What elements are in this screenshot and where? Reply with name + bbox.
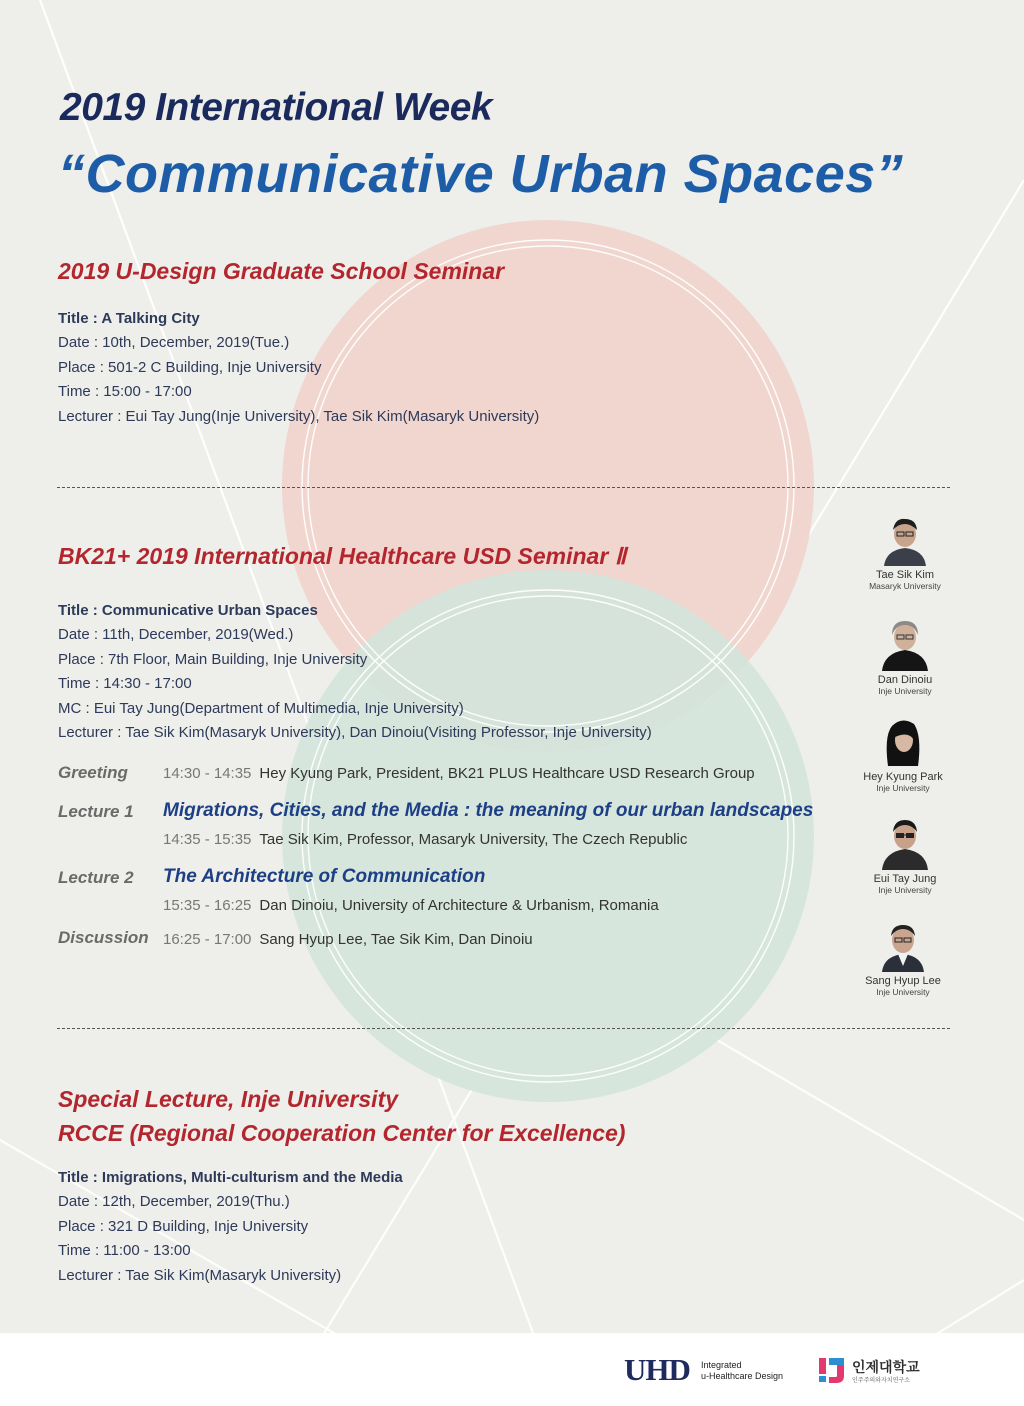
- seminar3-time: Time : 11:00 - 13:00: [58, 1242, 191, 1260]
- lecture1-label: Lecture 1: [58, 802, 134, 821]
- seminar2-title-label: Title :: [58, 602, 102, 619]
- speaker-3-affiliation: Inje University: [876, 783, 930, 793]
- speaker-hey-kyung-park: [848, 716, 958, 793]
- seminar3-lecturer: Lecturer : Tae Sik Kim(Masaryk University): [58, 1266, 342, 1284]
- divider-1: [57, 487, 950, 488]
- discussion-row: [163, 931, 533, 948]
- speaker-2-affiliation: Inje University: [878, 686, 932, 696]
- seminar2-heading: BK21+ 2019 International Healthcare USD Seminar Ⅱ: [58, 543, 627, 569]
- uhd-logo: UHD: [624, 1352, 690, 1387]
- speaker-4-name: Eui Tay Jung: [873, 873, 937, 885]
- speaker-1-affiliation: Masaryk University: [869, 581, 941, 591]
- lecture2-text: Dan Dinoiu, University of Architecture & Urbanism, Romania: [259, 897, 659, 914]
- seminar2-title: Communicative Urban Spaces: [101, 602, 318, 619]
- seminar1-title-label: Title :: [58, 310, 102, 327]
- speaker-4-affiliation: Inje University: [878, 885, 932, 895]
- seminar3-info: [58, 1166, 403, 1288]
- greeting-label: Greeting: [58, 763, 128, 782]
- seminar1-lecturer: Lecturer : Eui Tay Jung(Inje University), Tae Sik Kim(Masaryk University): [58, 407, 540, 425]
- lecture1-title: Migrations, Cities, and the Media : the meaning of our urban landscapes: [163, 800, 814, 821]
- header-line1: 2019 International Week: [60, 86, 493, 129]
- uhd-line2: u-Healthcare Design: [701, 1371, 784, 1381]
- speaker-5-name: Sang Hyup Lee: [865, 975, 941, 987]
- header-line2: “Communicative Urban Spaces”: [58, 144, 904, 204]
- seminar1-heading: 2019 U-Design Graduate School Seminar: [58, 258, 505, 284]
- speaker-dan-dinoiu: [850, 617, 960, 696]
- seminar3-heading1: Special Lecture, Inje University: [58, 1086, 399, 1112]
- greeting-row: [163, 765, 755, 782]
- seminar1-title: A Talking City: [101, 310, 200, 327]
- uhd-subtitle: [701, 1360, 783, 1382]
- divider-2: [57, 1028, 950, 1029]
- seminar3-date: Date : 12th, December, 2019(Thu.): [58, 1193, 290, 1211]
- lecture2-label: Lecture 2: [58, 868, 134, 887]
- speaker-photo-3: [878, 716, 928, 768]
- speaker-photo-1: [880, 514, 930, 566]
- seminar1-place: Place : 501-2 C Building, Inje University: [58, 358, 322, 376]
- seminar1-time: Time : 15:00 - 17:00: [58, 383, 192, 401]
- uhd-line1: Integrated: [701, 1360, 742, 1370]
- lecture1-time: 14:35 - 15:35: [163, 831, 252, 848]
- lecture2-title: The Architecture of Communication: [163, 866, 486, 887]
- seminar1-date: Date : 10th, December, 2019(Tue.): [58, 334, 290, 352]
- inje-subtitle: 인주주의와자치연구소: [852, 1378, 910, 1384]
- greeting-time: 14:30 - 14:35: [163, 765, 252, 782]
- seminar3-title: Imigrations, Multi-culturism and the Media: [101, 1169, 403, 1186]
- discussion-label: Discussion: [58, 928, 149, 947]
- lecture2-time: 15:35 - 16:25: [163, 897, 252, 914]
- speaker-eui-tay-jung: [850, 816, 960, 895]
- seminar2-mc: MC : Eui Tay Jung(Department of Multimedia, Inje University): [58, 699, 464, 717]
- inje-logo-icon: [818, 1356, 846, 1384]
- seminar2-lecturer: Lecturer : Tae Sik Kim(Masaryk University), Dan Dinoiu(Visiting Professor, Inje University): [58, 724, 652, 742]
- speaker-photo-2: [880, 617, 930, 671]
- seminar1-info: [58, 307, 539, 429]
- lecture2-row: [163, 897, 659, 914]
- discussion-time: 16:25 - 17:00: [163, 931, 252, 948]
- lecture1-row: [163, 831, 687, 848]
- lecture1-text: Tae Sik Kim, Professor, Masaryk University, The Czech Republic: [259, 831, 688, 848]
- seminar2-date: Date : 11th, December, 2019(Wed.): [58, 626, 294, 644]
- seminar3-title-label: Title :: [58, 1169, 102, 1186]
- discussion-text: Sang Hyup Lee, Tae Sik Kim, Dan Dinoiu: [259, 931, 533, 948]
- speaker-2-name: Dan Dinoiu: [877, 674, 933, 686]
- speaker-tae-sik-kim: [850, 514, 960, 591]
- seminar2-info: [58, 599, 652, 745]
- inje-university-name: 인제대학교: [852, 1359, 920, 1375]
- seminar3-heading2: RCCE (Regional Cooperation Center for Excellence): [58, 1120, 626, 1146]
- speaker-photo-4: [880, 816, 930, 870]
- speaker-3-name: Hey Kyung Park: [863, 771, 943, 783]
- seminar2-place: Place : 7th Floor, Main Building, Inje University: [58, 650, 368, 668]
- seminar1-title-row: [58, 307, 539, 331]
- seminar3-title-row: [58, 1166, 403, 1190]
- speaker-1-name: Tae Sik Kim: [875, 569, 935, 581]
- speaker-5-affiliation: Inje University: [876, 987, 930, 997]
- seminar3-place: Place : 321 D Building, Inje University: [58, 1217, 309, 1235]
- speaker-photo-5: [878, 920, 928, 972]
- greeting-text: Hey Kyung Park, President, BK21 PLUS Healthcare USD Research Group: [259, 765, 755, 782]
- seminar2-title-row: [58, 599, 652, 623]
- speaker-sang-hyup-lee: [848, 920, 958, 997]
- seminar2-time: Time : 14:30 - 17:00: [58, 675, 192, 693]
